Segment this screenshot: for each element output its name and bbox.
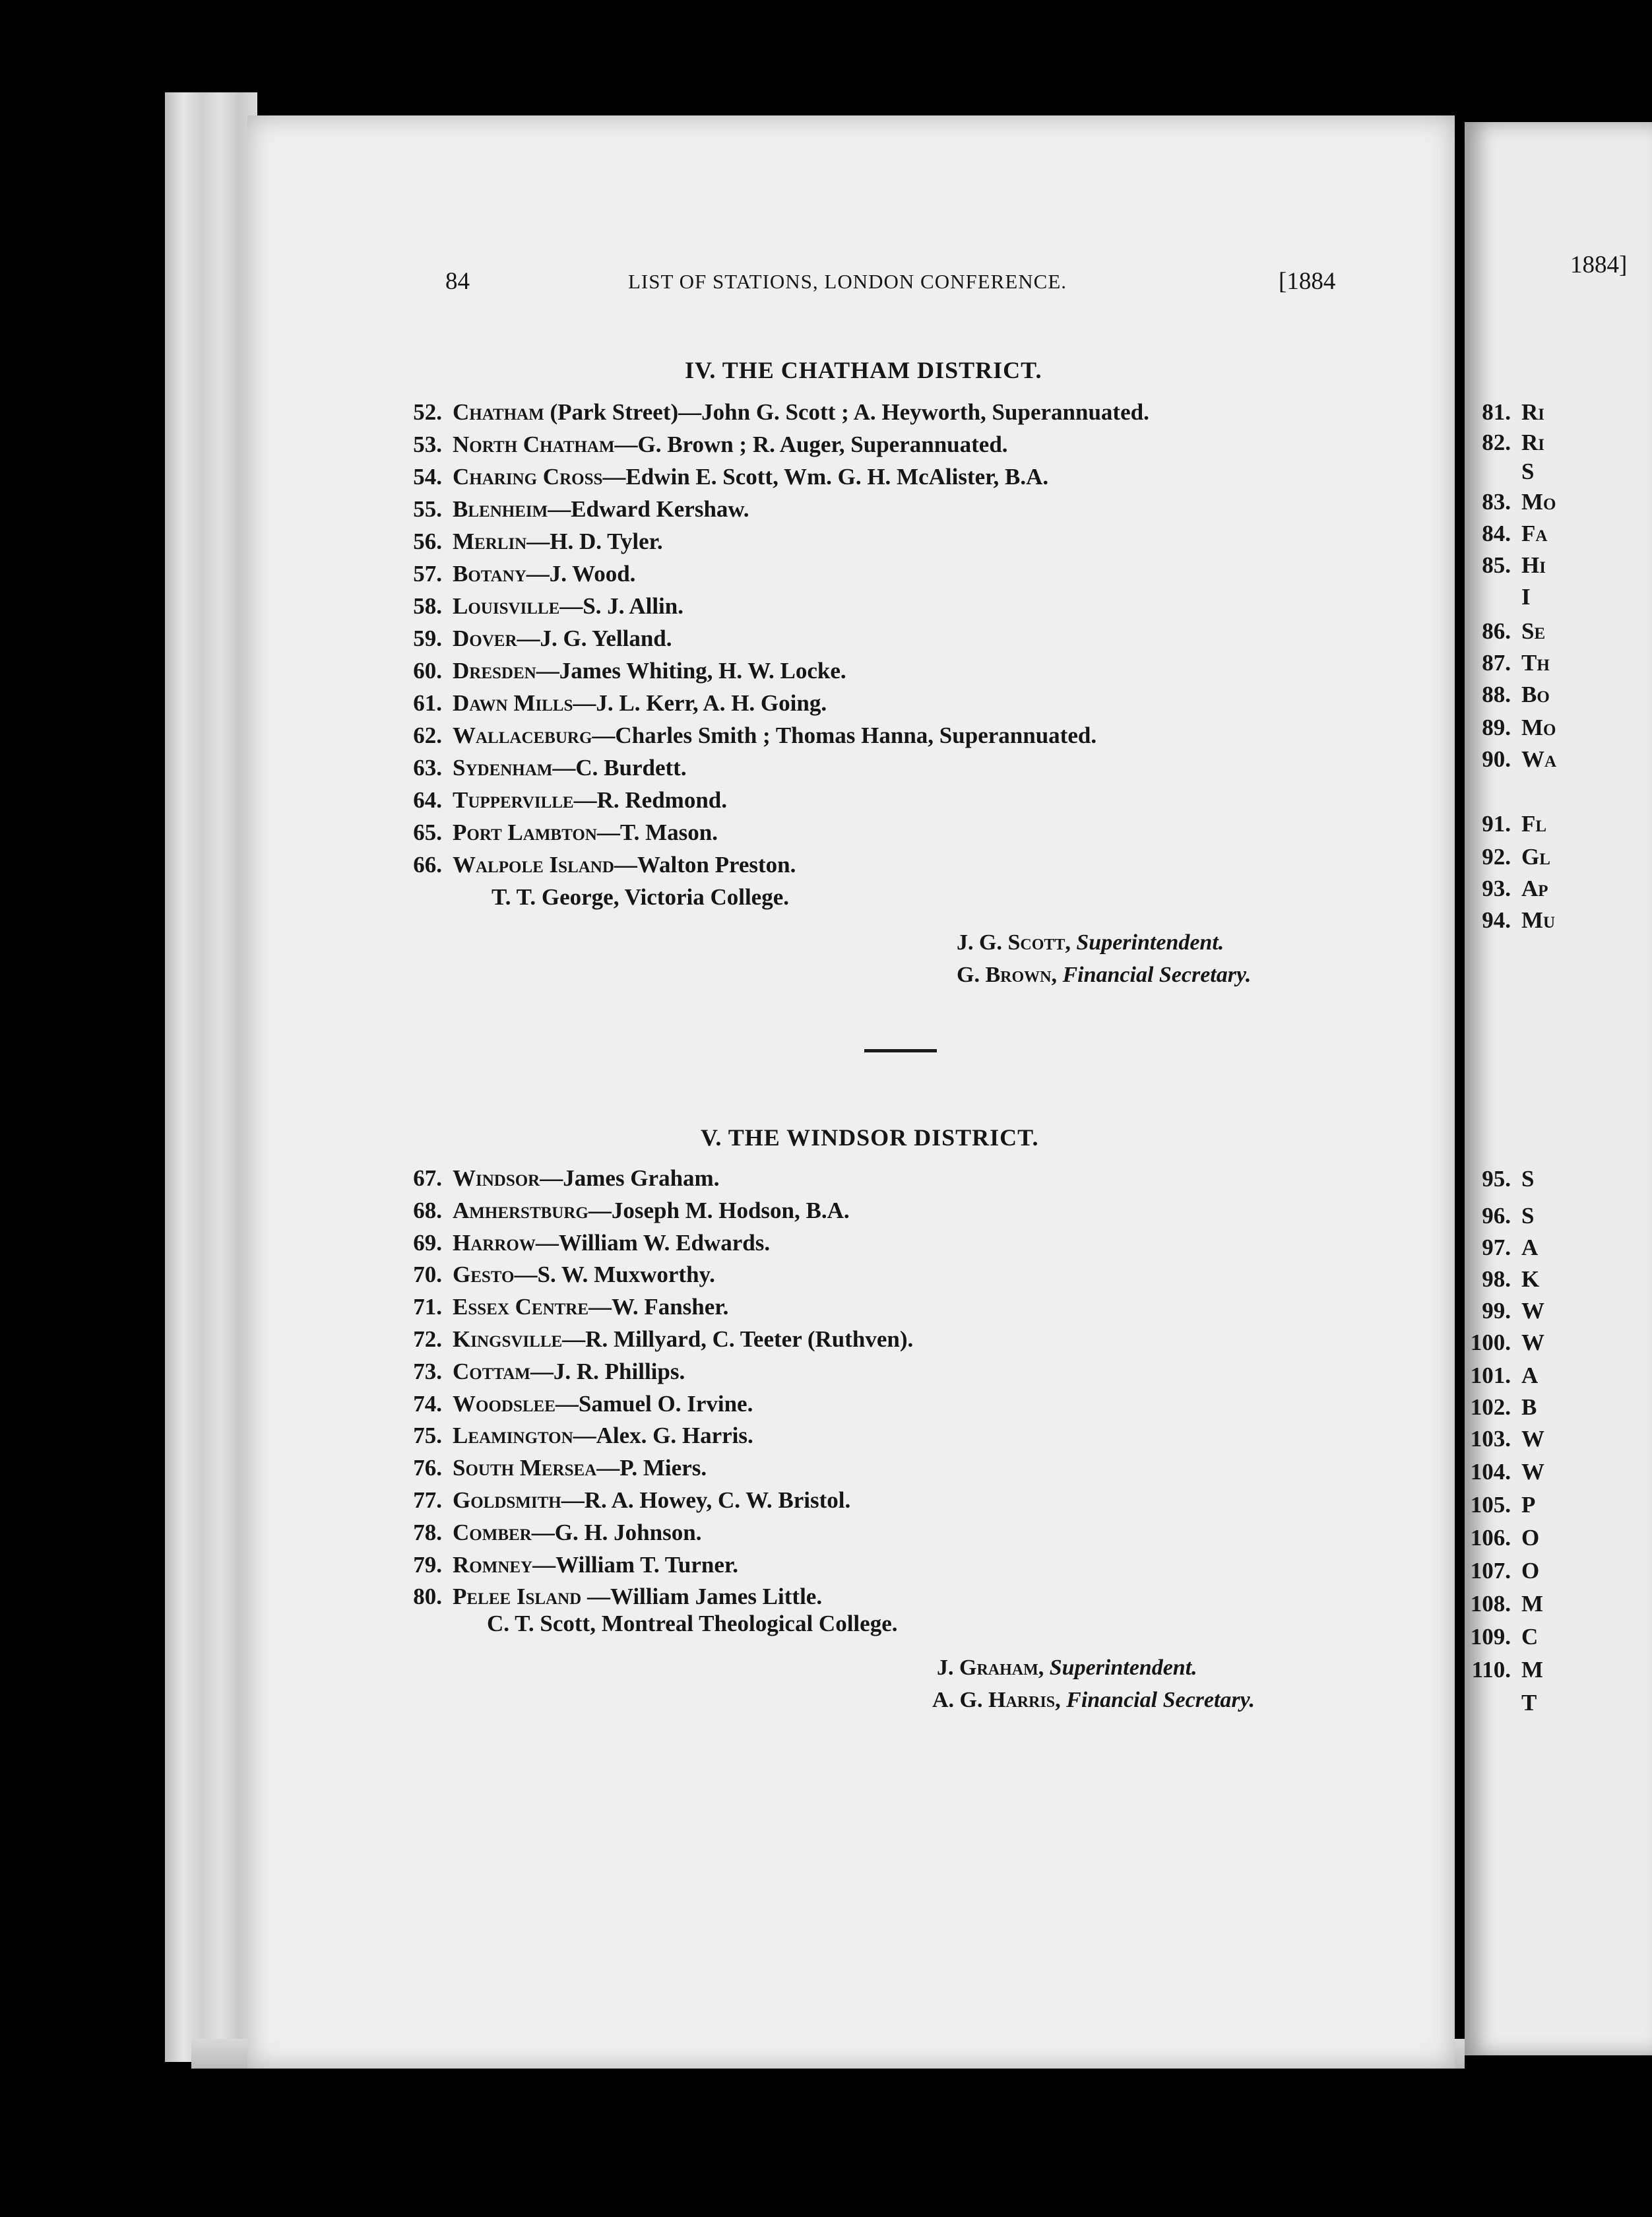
facing-station-entry [1465,1459,1544,1485]
station-ministers: —H. D. Tyler. [526,529,663,554]
station-ministers: —James Whiting, H. W. Locke. [536,658,846,684]
station-entry [396,690,827,717]
station-number: 52. [413,399,442,425]
station-number: 71. [413,1294,442,1320]
station-place: Goldsmith [453,1487,561,1513]
station-place: Cottam [453,1358,530,1384]
station-entry [396,819,718,846]
station-entry [396,593,683,620]
station-number: 73. [413,1358,442,1384]
station-number: 79. [413,1551,442,1578]
station-number: 76. [413,1455,442,1481]
station-number: 75. [413,1423,442,1449]
station-number: 62. [413,723,442,748]
windsor-district-title: V. THE WINDSOR DISTRICT. [701,1124,1039,1151]
station-entry [396,1487,850,1514]
facing-station-entry [1465,489,1556,515]
station-entry [396,1262,715,1288]
station-place: Dawn Mills [453,690,573,716]
facing-station-entry [1465,459,1534,485]
page-year: [1884 [1279,268,1336,295]
station-ministers: (Park Street)—John G. Scott ; A. Heyworth, Superannuated. [544,399,1149,425]
station-place: Blenheim [453,496,548,522]
station-ministers: —William T. Turner. [532,1551,738,1578]
station-ministers: —James Graham. [540,1165,720,1191]
running-title: LIST OF STATIONS, LONDON CONFERENCE. [628,270,1067,293]
station-number: 64. [413,787,442,813]
station-entry [396,1455,707,1481]
facing-station-entry [1465,399,1544,426]
station-number: 96. [1482,1203,1511,1229]
signature-role: Superintendent. [1076,930,1224,955]
station-number: 55. [413,496,442,522]
station-ministers: —S. J. Allin. [559,593,683,619]
station-place-fragment: O [1521,1525,1540,1551]
station-ministers: —T. Mason. [596,819,718,845]
facing-station-entry [1465,618,1545,645]
station-number: 66. [413,852,442,878]
station-number: 97. [1482,1235,1511,1260]
station-number: 85. [1482,552,1511,578]
station-place-fragment: Wa [1521,746,1557,772]
facing-station-entry [1465,811,1546,837]
station-place-fragment: T [1521,1690,1537,1716]
station-number: 84. [1482,521,1511,546]
facing-station-entry [1465,1657,1543,1683]
station-place-fragment: M [1521,1657,1544,1683]
station-ministers: —Charles Smith ; Thomas Hanna, Superannuated. [592,723,1097,748]
station-ministers: —Samuel O. Irvine. [555,1390,753,1417]
station-number: 101. [1470,1363,1511,1388]
station-place-fragment: W [1521,1426,1544,1452]
facing-station-entry [1465,1558,1539,1584]
station-ministers: —R. Redmond. [573,787,727,813]
station-number: 91. [1482,811,1511,837]
signature-name: J. Graham, [937,1655,1044,1680]
windsor-extra-line: C. T. Scott, Montreal Theological College. [487,1611,898,1636]
facing-station-entry [1465,1235,1538,1261]
station-entry [396,852,796,878]
chatham-superintendent [957,930,1224,955]
facing-station-entry [1465,907,1555,934]
facing-station-entry [1465,844,1550,870]
station-place-fragment: K [1521,1266,1540,1292]
station-place-fragment: M [1521,1591,1544,1617]
station-ministers: —J. Wood. [526,561,636,587]
station-place-fragment: Bo [1521,682,1550,707]
station-number: 90. [1482,746,1511,772]
station-ministers: —Edwin E. Scott, Wm. G. H. McAlister, B.A. [602,464,1049,490]
windsor-financial-secretary [932,1688,1255,1713]
station-number: 82. [1482,430,1511,455]
station-entry [396,723,1096,749]
facing-station-entry [1465,430,1544,456]
station-place-fragment: Gl [1521,844,1550,870]
station-number: 87. [1482,650,1511,676]
station-place: Port Lambton [453,819,597,845]
station-number: 70. [413,1262,442,1288]
facing-station-entry [1465,715,1556,741]
station-entry [396,561,635,587]
station-place-fragment: O [1521,1558,1540,1584]
facing-station-entry [1465,1426,1544,1452]
station-entry [396,755,687,781]
station-place-fragment: S [1521,1166,1535,1192]
station-number: 108. [1470,1591,1511,1617]
station-place-fragment: Ri [1521,399,1545,425]
station-number: 103. [1470,1426,1511,1452]
facing-station-entry [1465,1266,1539,1293]
station-entry [396,529,663,555]
station-place: Sydenham [453,755,553,781]
station-entry [396,626,672,652]
station-place: Essex Centre [453,1294,589,1320]
station-ministers: —R. A. Howey, C. W. Bristol. [561,1487,851,1513]
station-number: 68. [413,1197,442,1223]
station-place: Tupperville [453,787,574,813]
station-ministers: —Walton Preston. [614,852,796,878]
station-place: Gesto [453,1262,515,1288]
station-ministers: —J. G. Yelland. [517,626,672,651]
station-number: 107. [1470,1558,1511,1584]
station-place-fragment: S [1521,1203,1535,1229]
station-number: 100. [1470,1330,1511,1355]
station-number: 65. [413,819,442,845]
station-number: 77. [413,1487,442,1513]
station-entry [396,496,749,523]
page-header [247,267,1455,300]
station-place: Harrow [453,1229,536,1256]
station-number: 89. [1482,715,1511,740]
station-number: 106. [1470,1525,1511,1551]
station-ministers: —P. Miers. [596,1455,707,1481]
station-number: 57. [413,561,442,587]
station-place: South Mersea [453,1455,597,1481]
facing-page-edge [1465,122,1652,2055]
station-place: Dresden [453,658,536,684]
station-place-fragment: Mo [1521,715,1556,740]
facing-station-entry [1465,1394,1537,1421]
station-entry [396,1294,728,1320]
station-entry [396,1552,738,1578]
station-number: 60. [413,658,442,684]
station-number: 78. [413,1519,442,1545]
station-entry [396,432,1008,458]
station-number: 58. [413,593,442,619]
station-ministers: —W. Fansher. [588,1294,729,1320]
station-entry [396,1520,701,1546]
station-number: 88. [1482,682,1511,707]
signature-role: Financial Secretary. [1066,1688,1255,1712]
signature-role: Financial Secretary. [1062,963,1252,987]
chatham-district-title: IV. THE CHATHAM DISTRICT. [685,357,1042,383]
station-place: Louisville [453,593,560,619]
station-number: 95. [1482,1166,1511,1192]
station-number: 54. [413,464,442,490]
station-number: 104. [1470,1459,1511,1485]
station-place: Comber [453,1519,532,1545]
station-place: Amherstburg [453,1197,588,1223]
station-place: Pelee Island [453,1584,582,1610]
facing-station-entry [1465,521,1547,547]
facing-station-entry [1465,746,1556,773]
station-place-fragment: Se [1521,618,1546,644]
station-entry [396,464,1048,490]
signature-name: A. G. Harris, [932,1688,1061,1712]
facing-station-entry [1465,1624,1538,1650]
station-number: 93. [1482,876,1511,901]
facing-station-entry [1465,1690,1537,1716]
station-place-fragment: Ap [1521,876,1548,901]
station-entry [396,1359,685,1385]
station-number: 69. [413,1229,442,1256]
station-entry [396,1198,850,1224]
station-place-fragment: P [1521,1492,1536,1518]
station-entry [396,1423,753,1449]
page-edge-stack [165,92,257,2062]
station-place-fragment: I [1521,584,1531,610]
facing-station-entry [1465,778,1521,804]
station-number: 99. [1482,1298,1511,1324]
windsor-superintendent [937,1655,1197,1681]
station-number: 92. [1482,844,1511,870]
station-place: Botany [453,561,526,587]
station-place: Kingsville [453,1326,563,1352]
facing-station-entry [1465,1166,1534,1192]
facing-station-entry [1465,1203,1534,1229]
station-number: 102. [1470,1394,1511,1420]
signature-name: G. Brown, [957,963,1057,987]
station-entry [396,1326,913,1353]
station-entry [396,1391,753,1417]
page-number: 84 [445,268,470,295]
station-place: Romney [453,1551,533,1578]
station-number: 105. [1470,1492,1511,1518]
signature-name: J. G. Scott, [957,930,1071,955]
station-ministers: —Alex. G. Harris. [573,1423,753,1449]
station-place-fragment: B [1521,1394,1537,1420]
station-entry [396,399,1149,426]
station-place-fragment: Mo [1521,489,1556,515]
station-number: 86. [1482,618,1511,644]
facing-station-entry [1465,650,1550,676]
station-place-fragment: Hi [1521,552,1546,578]
station-place-fragment: W [1521,1298,1544,1324]
station-entry [396,658,846,684]
station-number: 94. [1482,907,1511,933]
facing-station-entry [1465,1591,1543,1617]
station-ministers: —William W. Edwards. [535,1229,771,1256]
station-ministers: —G. Brown ; R. Auger, Superannuated. [614,432,1008,457]
station-ministers: —C. Burdett. [552,755,687,781]
station-number: 53. [413,432,442,457]
station-ministers: —Joseph M. Hodson, B.A. [588,1197,850,1223]
facing-station-entry [1465,876,1548,902]
station-number: 56. [413,529,442,554]
station-place-fragment: W [1521,1330,1544,1355]
station-place: Merlin [453,529,527,554]
station-entry [396,1230,770,1256]
station-number: 98. [1482,1266,1511,1292]
station-place-fragment: C [1521,1624,1539,1650]
station-ministers: —William James Little. [581,1584,823,1610]
station-number: 61. [413,690,442,716]
station-number: 74. [413,1390,442,1417]
facing-station-entry [1465,682,1550,708]
station-place: Wallaceburg [453,723,592,748]
station-place-fragment: W [1521,1459,1544,1485]
station-ministers: —G. H. Johnson. [531,1519,702,1545]
station-number: 59. [413,626,442,651]
station-ministers: —Edward Kershaw. [548,496,749,522]
station-number: 72. [413,1326,442,1352]
facing-station-entry [1465,584,1531,610]
station-number: 63. [413,755,442,781]
facing-station-entry [1465,1298,1544,1324]
facing-station-entry [1465,1363,1538,1389]
station-ministers: —J. L. Kerr, A. H. Going. [573,690,827,716]
section-divider [864,1049,937,1052]
chatham-financial-secretary [957,963,1251,988]
station-place: North Chatham [453,432,615,457]
station-place-fragment: Fl [1521,811,1547,837]
facing-station-entry [1465,552,1546,579]
station-number: 80. [413,1584,442,1610]
station-place-fragment: Th [1521,650,1550,676]
station-place: Chatham [453,399,544,425]
station-place: Woodslee [453,1390,556,1417]
station-entry [396,787,727,814]
station-place-fragment: Fa [1521,521,1548,546]
station-place-fragment: A [1521,1363,1539,1388]
chatham-extra-line: T. T. George, Victoria College. [492,884,790,910]
station-number: 110. [1471,1657,1511,1683]
facing-station-entry [1465,1492,1535,1518]
station-number: 83. [1482,489,1511,515]
station-place: Leamington [453,1423,573,1449]
station-place: Windsor [453,1165,540,1191]
station-place-fragment: Ri [1521,430,1545,455]
facing-page-header: 1884] [1570,251,1628,278]
station-place-fragment: A [1521,1235,1539,1260]
station-place: Dover [453,626,517,651]
station-ministers: —J. R. Phillips. [530,1358,685,1384]
station-ministers: —S. W. Muxworthy. [514,1262,715,1288]
left-page [247,115,1455,2069]
station-number: 109. [1470,1624,1511,1650]
facing-station-entry [1465,1330,1544,1356]
station-entry [396,1584,822,1610]
station-entry [396,1165,719,1192]
station-place: Charing Cross [453,464,603,490]
station-ministers: —R. Millyard, C. Teeter (Ruthven). [562,1326,914,1352]
facing-station-entry [1465,1525,1539,1551]
station-place-fragment: Mu [1521,907,1556,933]
station-number: 81. [1482,399,1511,425]
signature-role: Superintendent. [1049,1655,1197,1680]
station-number: 67. [413,1165,442,1191]
station-place: Walpole Island [453,852,614,878]
station-place-fragment: S [1521,459,1535,484]
